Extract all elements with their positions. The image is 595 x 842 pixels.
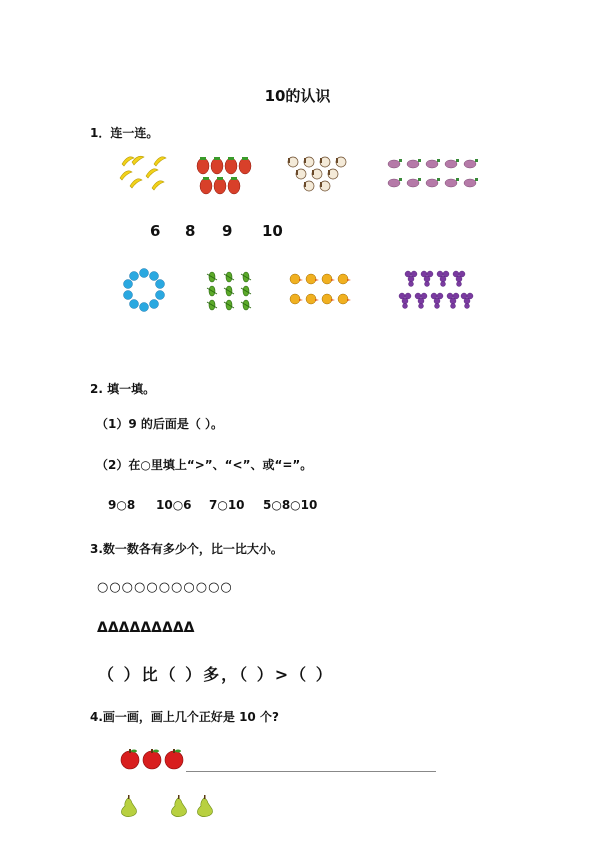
number-10: 10	[262, 222, 283, 240]
triangle-row: ΔΔΔΔΔΔΔΔΔ	[97, 620, 195, 636]
q3-heading: 3.数一数各有多少个，比一比大小。	[90, 542, 283, 556]
q2-compare-3: 7○10	[209, 498, 245, 512]
q4-heading: 4.画一画，画上几个正好是 10 个?	[90, 710, 279, 724]
number-9: 9	[222, 222, 233, 240]
number-6: 6	[150, 222, 161, 240]
apple-icon	[165, 749, 183, 769]
q1-heading: 1．连一连。	[90, 126, 159, 140]
strawberry-group-icon	[196, 154, 254, 196]
q2-compare-2: 10○6	[156, 498, 192, 512]
apple-row	[120, 748, 186, 770]
q2-line-1: （1）9 的后面是（ ）。	[96, 417, 224, 431]
pear-icon	[197, 798, 212, 817]
number-row	[150, 222, 290, 242]
banana-group-icon	[118, 152, 170, 194]
pear-icon	[121, 798, 136, 817]
grape-group-icon	[398, 268, 476, 314]
q2-compare-1: 9○8	[108, 498, 136, 512]
compare-sentence: （ ）比（ ）多，（ ）>（ ）	[98, 665, 334, 684]
pear-row	[118, 794, 218, 818]
eggplant-group-icon	[386, 154, 482, 192]
apple-icon	[143, 749, 161, 769]
answer-line[interactable]	[186, 771, 436, 772]
pear-icon	[171, 798, 186, 817]
bead-ring-icon	[122, 268, 166, 312]
q2-compare-4: 5○8○10	[263, 498, 318, 512]
grasshopper-group-icon	[204, 270, 254, 312]
number-8: 8	[185, 222, 196, 240]
q2-line-2: （2）在○里填上“>”、“<”、或“=”。	[96, 458, 313, 472]
puppy-group-icon	[286, 154, 350, 194]
apple-icon	[121, 749, 139, 769]
circle-row: ○○○○○○○○○○○	[97, 580, 233, 595]
page-title: 10的认识	[264, 87, 331, 105]
chick-group-icon	[288, 270, 352, 310]
q2-heading: 2. 填一填。	[90, 382, 156, 396]
